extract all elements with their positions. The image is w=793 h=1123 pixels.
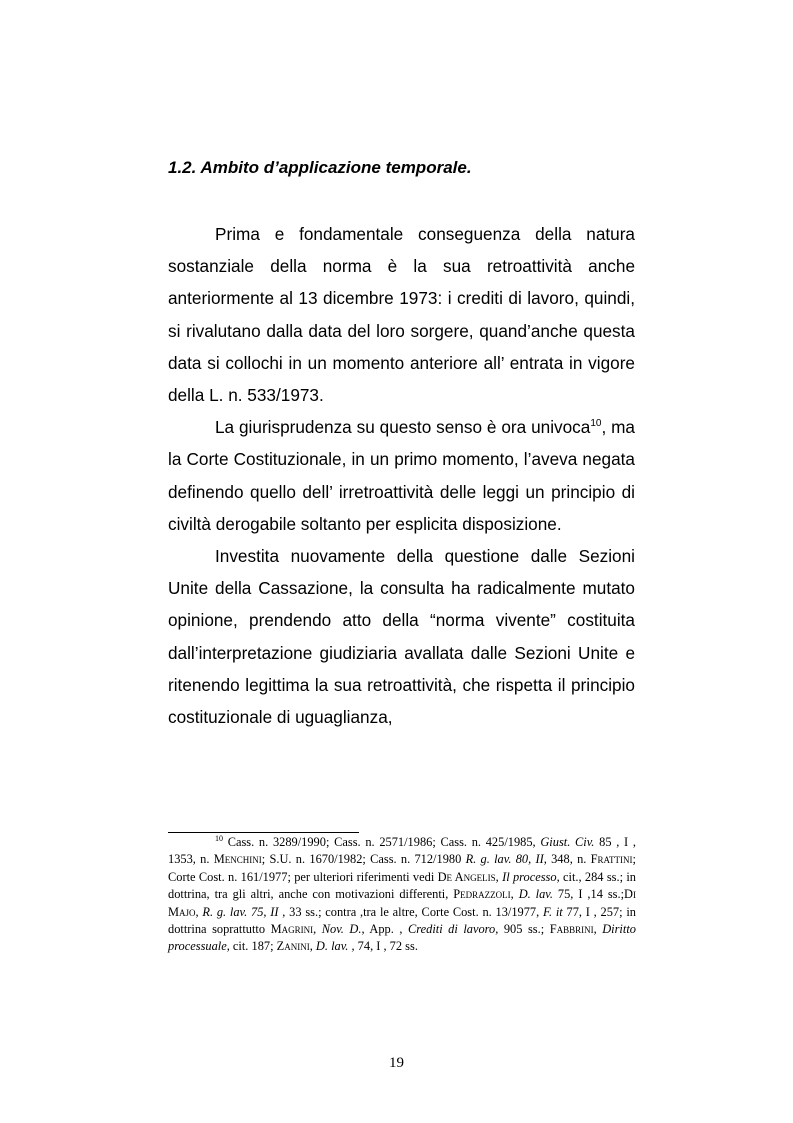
footnote-citation: Giust. Civ. — [540, 835, 595, 849]
footnote-author: Fabbrini, — [549, 922, 597, 937]
footnote-citation: Nov. D., — [321, 922, 365, 937]
footnote-author: De Angelis, — [437, 869, 499, 884]
footnote-text: 348, n. — [546, 852, 591, 867]
footnote-separator — [168, 832, 359, 833]
paragraph-2-text-end: , ma la Corte Costituzionale, in un primo momento, l’aveva negata definendo quello dell’ irretroattività delle leggi un principio di civiltà derogabile soltanto per esplicita disposizione. — [168, 417, 635, 534]
page-number: 19 — [389, 1055, 404, 1071]
footnote-author: Zanini, — [276, 939, 313, 954]
footnote-text: cit. 187; — [229, 939, 277, 954]
footnote-text: 85 , I , 1353, n. — [168, 835, 636, 867]
footnote-author: Magrini, — [270, 922, 317, 937]
footnote-author: Frattini — [590, 852, 633, 867]
paragraph-3: Investita nuovamente della questione dalle Sezioni Unite della Cassazione, la consulta ha radicalmente mutato opinione, prendendo atto della “norma vivente” costituita dall’interpretazione giudiziaria avallata dalle Sezioni Unite e ritenendo legittima la sua retroattività, che rispetta il principio costituzionale di uguaglianza, — [168, 546, 635, 728]
footnote-text: ; Corte Cost. n. 161/1977; per ulteriori riferimenti vedi — [168, 852, 636, 884]
footnote-citation: R. g. lav. 75, II , — [202, 904, 286, 919]
paragraph-1: Prima e fondamentale conseguenza della natura sostanziale della norma è la sua retroattività anche anteriormente al 13 dicembre 1973: i crediti di lavoro, quindi, si rivalutano dalla data del loro sorgere, quand’anche questa data si collochi in un momento anteriore all’ entrata in vigore della L. n. 533/1973. — [168, 224, 635, 406]
footnote-text: Cass. n. 3289/1990; Cass. n. 2571/1986; Cass. n. 425/1985, — [223, 835, 541, 849]
footnote-text: 77, I , 257; in dottrina soprattutto — [168, 904, 636, 937]
footnote-citation: D. lav. , — [315, 939, 355, 954]
footnote-10 — [168, 834, 636, 956]
footnote-author: Pedrazzoli, — [453, 887, 514, 902]
footnote-reference[interactable]: 10 — [590, 418, 602, 430]
footnote-citation: R. g. lav. 80, II, — [465, 852, 547, 867]
footnote-text: 33 ss.; contra ,tra le altre, Corte Cost. n. 13/1977, — [285, 904, 543, 919]
footnote-text: 905 ss.; — [498, 922, 550, 937]
footnote-citation: D. lav. — [518, 887, 553, 902]
footnote-citation: F. it — [543, 904, 563, 919]
footnote-text: 75, I ,14 ss.; — [552, 887, 625, 902]
section-heading: 1.2. Ambito d’applicazione temporale. — [168, 158, 472, 177]
footnote-text: ; S.U. n. 1670/1982; Cass. n. 712/1980 — [261, 852, 466, 867]
footnote-text: cit., 284 ss.; in dottrina, tra gli altri, anche con motivazioni differenti, — [168, 869, 636, 902]
footnote-citation: Diritto processuale, — [168, 922, 636, 954]
body-text — [168, 218, 635, 733]
footnote-text: App. , — [364, 922, 408, 937]
footnote-author: Di Majo, — [168, 887, 636, 919]
footnote-author: Menchini — [213, 852, 262, 867]
paragraph-2 — [168, 411, 635, 540]
footnote-citation: Crediti di lavoro, — [408, 922, 499, 937]
footnote-number: 10 — [215, 834, 223, 843]
footnote-text: 74, I , 72 ss. — [354, 939, 418, 954]
footnote-citation: Il processo, — [502, 869, 560, 884]
paragraph-2-text-start: La giurisprudenza su questo senso è ora univoca — [215, 417, 591, 438]
